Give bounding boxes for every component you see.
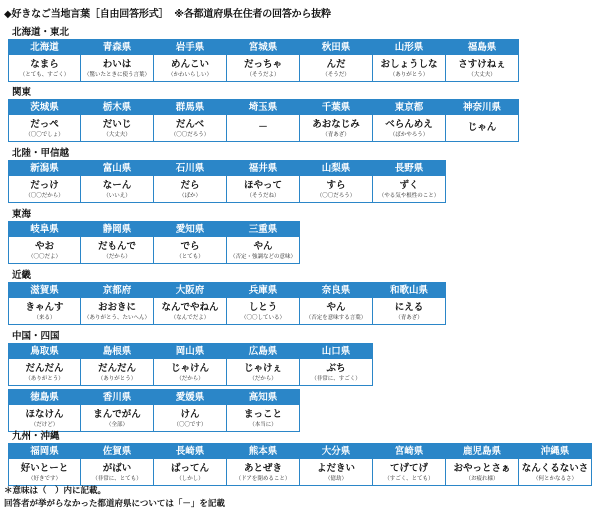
prefecture-cell (373, 99, 446, 142)
dialect-word: だんだん (97, 363, 136, 374)
prefecture-name: 佐賀県 (81, 444, 153, 459)
prefecture-cell (8, 343, 81, 386)
prefecture-name: 東京都 (373, 100, 445, 115)
dialect-meaning: （否定を意味する言葉） (305, 315, 367, 321)
prefecture-name: 宮城県 (227, 40, 299, 55)
dialect-body (373, 115, 445, 141)
dialect-word: じゃん (467, 122, 497, 133)
region-name: 北陸・甲信越 (12, 148, 70, 159)
dialect-word: すら (326, 180, 346, 191)
dialect-word: だもんで (97, 241, 136, 252)
prefecture-name: 香川県 (81, 390, 153, 405)
dialect-word: ばってん (170, 463, 209, 474)
prefecture-row (8, 39, 519, 82)
dialect-body (154, 237, 226, 263)
dialect-meaning: （だから） (249, 376, 277, 382)
dialect-body (300, 115, 372, 141)
dialect-meaning: （〇〇だろう） (170, 132, 210, 138)
dialect-meaning: （お疲れ様） (465, 476, 499, 482)
dialect-word: ほなけん (25, 409, 64, 420)
region-block (8, 26, 519, 82)
chart-title (4, 5, 331, 20)
prefecture-name: 岩手県 (154, 40, 226, 55)
dialect-word: やん (253, 241, 273, 252)
region-name: 近畿 (12, 270, 32, 281)
dialect-body (373, 55, 445, 81)
prefecture-cell (373, 39, 446, 82)
prefecture-row (8, 343, 373, 386)
prefecture-cell (446, 443, 519, 486)
dialect-word: だら (180, 180, 200, 191)
dialect-body (154, 176, 226, 202)
prefecture-cell (154, 160, 227, 203)
region-block (8, 208, 300, 264)
prefecture-name: 静岡県 (81, 222, 153, 237)
prefecture-name: 長崎県 (154, 444, 226, 459)
dialect-meaning: （本当に） (249, 422, 277, 428)
dialect-meaning: （ドアを閉めること） (235, 476, 291, 482)
prefecture-cell (227, 343, 300, 386)
dialect-meaning: （だから） (103, 254, 131, 260)
dialect-word: きゃんす (25, 302, 64, 313)
prefecture-cell (227, 99, 300, 142)
dialect-meaning: （やる気や根性のこと） (378, 193, 440, 199)
dialect-body (154, 55, 226, 81)
prefecture-cell (8, 443, 81, 486)
prefecture-cell (227, 443, 300, 486)
dialect-body (9, 176, 80, 202)
dialect-word: にえる (394, 302, 424, 313)
prefecture-cell (300, 282, 373, 325)
dialect-body (81, 459, 153, 485)
prefecture-cell (81, 389, 154, 432)
dialect-meaning: （〇〇だから） (25, 193, 64, 199)
dialect-meaning: （非常に、とても） (92, 476, 142, 482)
dialect-body (300, 459, 372, 485)
dialect-body (81, 298, 153, 324)
prefecture-name: 鳥取県 (9, 344, 80, 359)
prefecture-cell (8, 39, 81, 82)
prefecture-cell (81, 282, 154, 325)
dialect-body (227, 459, 299, 485)
prefecture-cell (8, 389, 81, 432)
dialect-word: まんでがん (93, 409, 141, 420)
dialect-word: だっけ (30, 180, 59, 191)
prefecture-name: 青森県 (81, 40, 153, 55)
dialect-body (9, 359, 80, 385)
prefecture-cell (227, 282, 300, 325)
prefecture-cell (154, 282, 227, 325)
prefecture-row (8, 389, 373, 432)
prefecture-name: 鹿児島県 (446, 444, 518, 459)
dialect-word: まっこと (243, 409, 282, 420)
prefecture-cell (227, 39, 300, 82)
dialect-word: ほやって (243, 180, 282, 191)
dialect-body (519, 459, 591, 485)
prefecture-name: 滋賀県 (9, 283, 80, 298)
prefecture-name: 奈良県 (300, 283, 372, 298)
prefecture-name: 千葉県 (300, 100, 372, 115)
prefecture-name: 広島県 (227, 344, 299, 359)
prefecture-cell (81, 343, 154, 386)
dialect-body (227, 298, 299, 324)
region-block (8, 330, 373, 432)
prefecture-name: 山形県 (373, 40, 445, 55)
dialect-word: めんこい (170, 59, 209, 70)
region-block (8, 430, 592, 486)
dialect-meaning: （驚いたときに使う言葉） (83, 72, 150, 78)
dialect-word: あとぜき (243, 463, 282, 474)
prefecture-cell (373, 160, 446, 203)
prefecture-name: 大阪府 (154, 283, 226, 298)
prefecture-name: 宮崎県 (373, 444, 445, 459)
dialect-body (81, 237, 153, 263)
dialect-word: ずく (399, 180, 419, 191)
prefecture-cell (154, 221, 227, 264)
prefecture-cell (8, 99, 81, 142)
dialect-word: あおなじみ (312, 119, 360, 130)
dialect-body (446, 55, 518, 81)
dialect-meaning: （否定・強調などの意味） (229, 254, 296, 260)
prefecture-cell (154, 343, 227, 386)
prefecture-name: 富山県 (81, 161, 153, 176)
region-name: 東海 (12, 209, 32, 220)
dialect-meaning: （しかし） (176, 476, 204, 482)
dialect-word: だんだん (25, 363, 64, 374)
dialect-meaning: （ありがとう） (25, 376, 64, 382)
prefecture-row (8, 160, 446, 203)
dialect-body (227, 237, 299, 263)
prefecture-name: 福岡県 (9, 444, 80, 459)
prefecture-name: 長野県 (373, 161, 445, 176)
region-block (8, 269, 446, 325)
prefecture-cell (373, 443, 446, 486)
dialect-meaning: （〇〇だろう） (316, 193, 356, 199)
dialect-body (9, 405, 80, 431)
dialect-meaning: （なんでだよ） (170, 315, 210, 321)
dialect-meaning: （来る） (33, 315, 56, 321)
prefecture-name: 沖縄県 (519, 444, 591, 459)
prefecture-name: 愛知県 (154, 222, 226, 237)
prefecture-name: 新潟県 (9, 161, 80, 176)
dialect-word: なんくるないさ (521, 463, 589, 474)
prefecture-cell (227, 389, 300, 432)
dialect-word: がばい (102, 463, 132, 474)
dialect-meaning: （億劫） (324, 476, 347, 482)
prefecture-name: 和歌山県 (373, 283, 445, 298)
dialect-body (154, 359, 226, 385)
dialect-body (373, 176, 445, 202)
footnote-1: ＊意味は（ ）内に記載。 (4, 486, 107, 496)
prefecture-cell (81, 99, 154, 142)
dialect-meaning: （〇〇です） (173, 422, 207, 428)
dialect-meaning: （何とかなるさ） (532, 476, 577, 482)
prefecture-cell (519, 443, 592, 486)
prefecture-name: 福井県 (227, 161, 299, 176)
prefecture-cell (8, 221, 81, 264)
prefecture-cell (300, 99, 373, 142)
prefecture-cell (81, 443, 154, 486)
dialect-meaning: （大丈夫） (468, 72, 496, 78)
dialect-word: やん (326, 302, 346, 313)
dialect-word: なまら (30, 59, 59, 70)
prefecture-cell (154, 99, 227, 142)
prefecture-cell (227, 160, 300, 203)
dialect-body (9, 55, 80, 81)
dialect-meaning: （そうだ） (322, 72, 350, 78)
dialect-word: さすけねぇ (458, 59, 506, 70)
prefecture-name: 高知県 (227, 390, 299, 405)
dialect-meaning: （すごく、とても） (384, 476, 434, 482)
dialect-word: よだきい (316, 463, 355, 474)
title-main: ◆好きなご当地言葉［自由回答形式］ (4, 9, 169, 20)
region-name: 北海道・東北 (12, 27, 70, 38)
dialect-body (81, 405, 153, 431)
footnote-2: 回答者が挙がらなかった都道府県については「－」を記載 (4, 499, 225, 509)
dialect-body (227, 405, 299, 431)
dialect-body (81, 359, 153, 385)
dialect-word: やお (34, 241, 54, 252)
prefecture-cell (300, 343, 373, 386)
prefecture-cell (154, 389, 227, 432)
prefecture-name: 熊本県 (227, 444, 299, 459)
dialect-body (227, 55, 299, 81)
dialect-body (227, 115, 299, 141)
dialect-word: てげてげ (389, 463, 428, 474)
dialect-meaning: （ありがとう） (97, 376, 137, 382)
prefecture-name: 島根県 (81, 344, 153, 359)
dialect-meaning: （青あざ） (395, 315, 423, 321)
dialect-word: おおきに (97, 302, 136, 313)
prefecture-name: 大分県 (300, 444, 372, 459)
dialect-meaning: （ばか） (178, 193, 201, 199)
dialect-meaning: （非常に、すごく） (311, 376, 361, 382)
dialect-word: だいじ (102, 119, 132, 130)
region-name: 中国・四国 (12, 331, 60, 342)
dialect-body (446, 459, 518, 485)
dialect-meaning: （好きです） (27, 476, 61, 482)
dialect-word: だっちゃ (243, 59, 282, 70)
dialect-meaning: （ばかやろう） (389, 132, 429, 138)
dialect-body (300, 359, 372, 385)
dialect-body (9, 459, 80, 485)
dialect-meaning: （ありがとう） (389, 72, 429, 78)
title-note: ※各都道府県在住者の回答から抜粋 (174, 9, 331, 20)
prefecture-cell (8, 282, 81, 325)
dialect-meaning: （〇〇している） (240, 315, 285, 321)
prefecture-name: 三重県 (227, 222, 299, 237)
dialect-meaning: （ありがとう、たいへん） (83, 315, 150, 321)
dialect-body (373, 298, 445, 324)
prefecture-cell (81, 160, 154, 203)
dialect-meaning: （全部） (105, 422, 128, 428)
dialect-body (300, 298, 372, 324)
prefecture-name: 茨城県 (9, 100, 80, 115)
dialect-body (154, 298, 226, 324)
prefecture-name: 山口県 (300, 344, 372, 359)
prefecture-name: 神奈川県 (446, 100, 518, 115)
prefecture-cell (154, 443, 227, 486)
dialect-word: ぶち (326, 363, 346, 374)
dialect-word: おやっとさぁ (453, 463, 511, 474)
dialect-body (81, 115, 153, 141)
prefecture-name: 兵庫県 (227, 283, 299, 298)
dialect-meaning: （大丈夫） (103, 132, 131, 138)
prefecture-name: 秋田県 (300, 40, 372, 55)
dialect-word: じゃけん (170, 363, 209, 374)
dialect-body (227, 176, 299, 202)
dialect-meaning: （だから） (176, 376, 204, 382)
prefecture-name: 愛媛県 (154, 390, 226, 405)
prefecture-cell (300, 160, 373, 203)
prefecture-name: 石川県 (154, 161, 226, 176)
dialect-word: なんでやねん (161, 302, 219, 313)
dialect-body (9, 298, 80, 324)
prefecture-cell (81, 221, 154, 264)
dialect-body (446, 115, 518, 141)
dialect-meaning: （〇〇だよ） (27, 254, 61, 260)
dialect-meaning: （かわいらしい） (167, 72, 212, 78)
prefecture-name: 山梨県 (300, 161, 372, 176)
dialect-meaning: （そうだね） (246, 193, 280, 199)
prefecture-name: 北海道 (9, 40, 80, 55)
dialect-meaning: （だけど） (30, 422, 59, 428)
prefecture-cell (300, 39, 373, 82)
prefecture-cell (8, 160, 81, 203)
dialect-word: だんべ (175, 119, 205, 130)
dialect-body (300, 55, 372, 81)
dialect-word: けん (180, 409, 200, 420)
dialect-body (81, 176, 153, 202)
dialect-body (9, 115, 80, 141)
dialect-meaning: （とても） (176, 254, 204, 260)
prefecture-row (8, 221, 300, 264)
region-name: 関東 (12, 87, 32, 98)
region-block (8, 147, 446, 203)
prefecture-name: 徳島県 (9, 390, 80, 405)
dialect-word: なーん (102, 180, 132, 191)
dialect-body (154, 459, 226, 485)
prefecture-name: 埼玉県 (227, 100, 299, 115)
prefecture-cell (300, 443, 373, 486)
dialect-word: でら (180, 241, 200, 252)
dialect-meaning: （いいえ） (103, 193, 131, 199)
dialect-meaning: （そうだよ） (246, 72, 280, 78)
dialect-word: おしょうしな (380, 59, 438, 70)
prefecture-name: 岐阜県 (9, 222, 80, 237)
dialect-word: － (258, 122, 268, 133)
dialect-body (9, 237, 80, 263)
dialect-meaning: （とても、すごく） (19, 72, 70, 78)
region-block (8, 86, 519, 142)
dialect-meaning: （〇〇でしょ） (25, 132, 64, 138)
dialect-body (154, 115, 226, 141)
region-name: 九州・沖縄 (12, 431, 60, 442)
dialect-body (154, 405, 226, 431)
dialect-word: べらんめえ (385, 119, 433, 130)
prefecture-cell (446, 39, 519, 82)
prefecture-cell (373, 282, 446, 325)
prefecture-name: 福島県 (446, 40, 518, 55)
prefecture-name: 栃木県 (81, 100, 153, 115)
dialect-word: わいは (102, 59, 132, 70)
prefecture-row (8, 99, 519, 142)
dialect-body (300, 176, 372, 202)
dialect-body (373, 459, 445, 485)
dialect-word: じゃけぇ (243, 363, 282, 374)
prefecture-name: 京都府 (81, 283, 153, 298)
prefecture-name: 岡山県 (154, 344, 226, 359)
prefecture-name: 群馬県 (154, 100, 226, 115)
prefecture-cell (227, 221, 300, 264)
prefecture-cell (446, 99, 519, 142)
dialect-body (227, 359, 299, 385)
prefecture-cell (154, 39, 227, 82)
dialect-meaning: （青あざ） (322, 132, 350, 138)
dialect-word: だっぺ (30, 119, 59, 130)
dialect-word: しとう (248, 302, 278, 313)
dialect-body (81, 55, 153, 81)
dialect-word: 好いとーと (20, 463, 69, 474)
prefecture-row (8, 443, 592, 486)
prefecture-cell (81, 39, 154, 82)
prefecture-row (8, 282, 446, 325)
dialect-word: んだ (326, 59, 346, 70)
